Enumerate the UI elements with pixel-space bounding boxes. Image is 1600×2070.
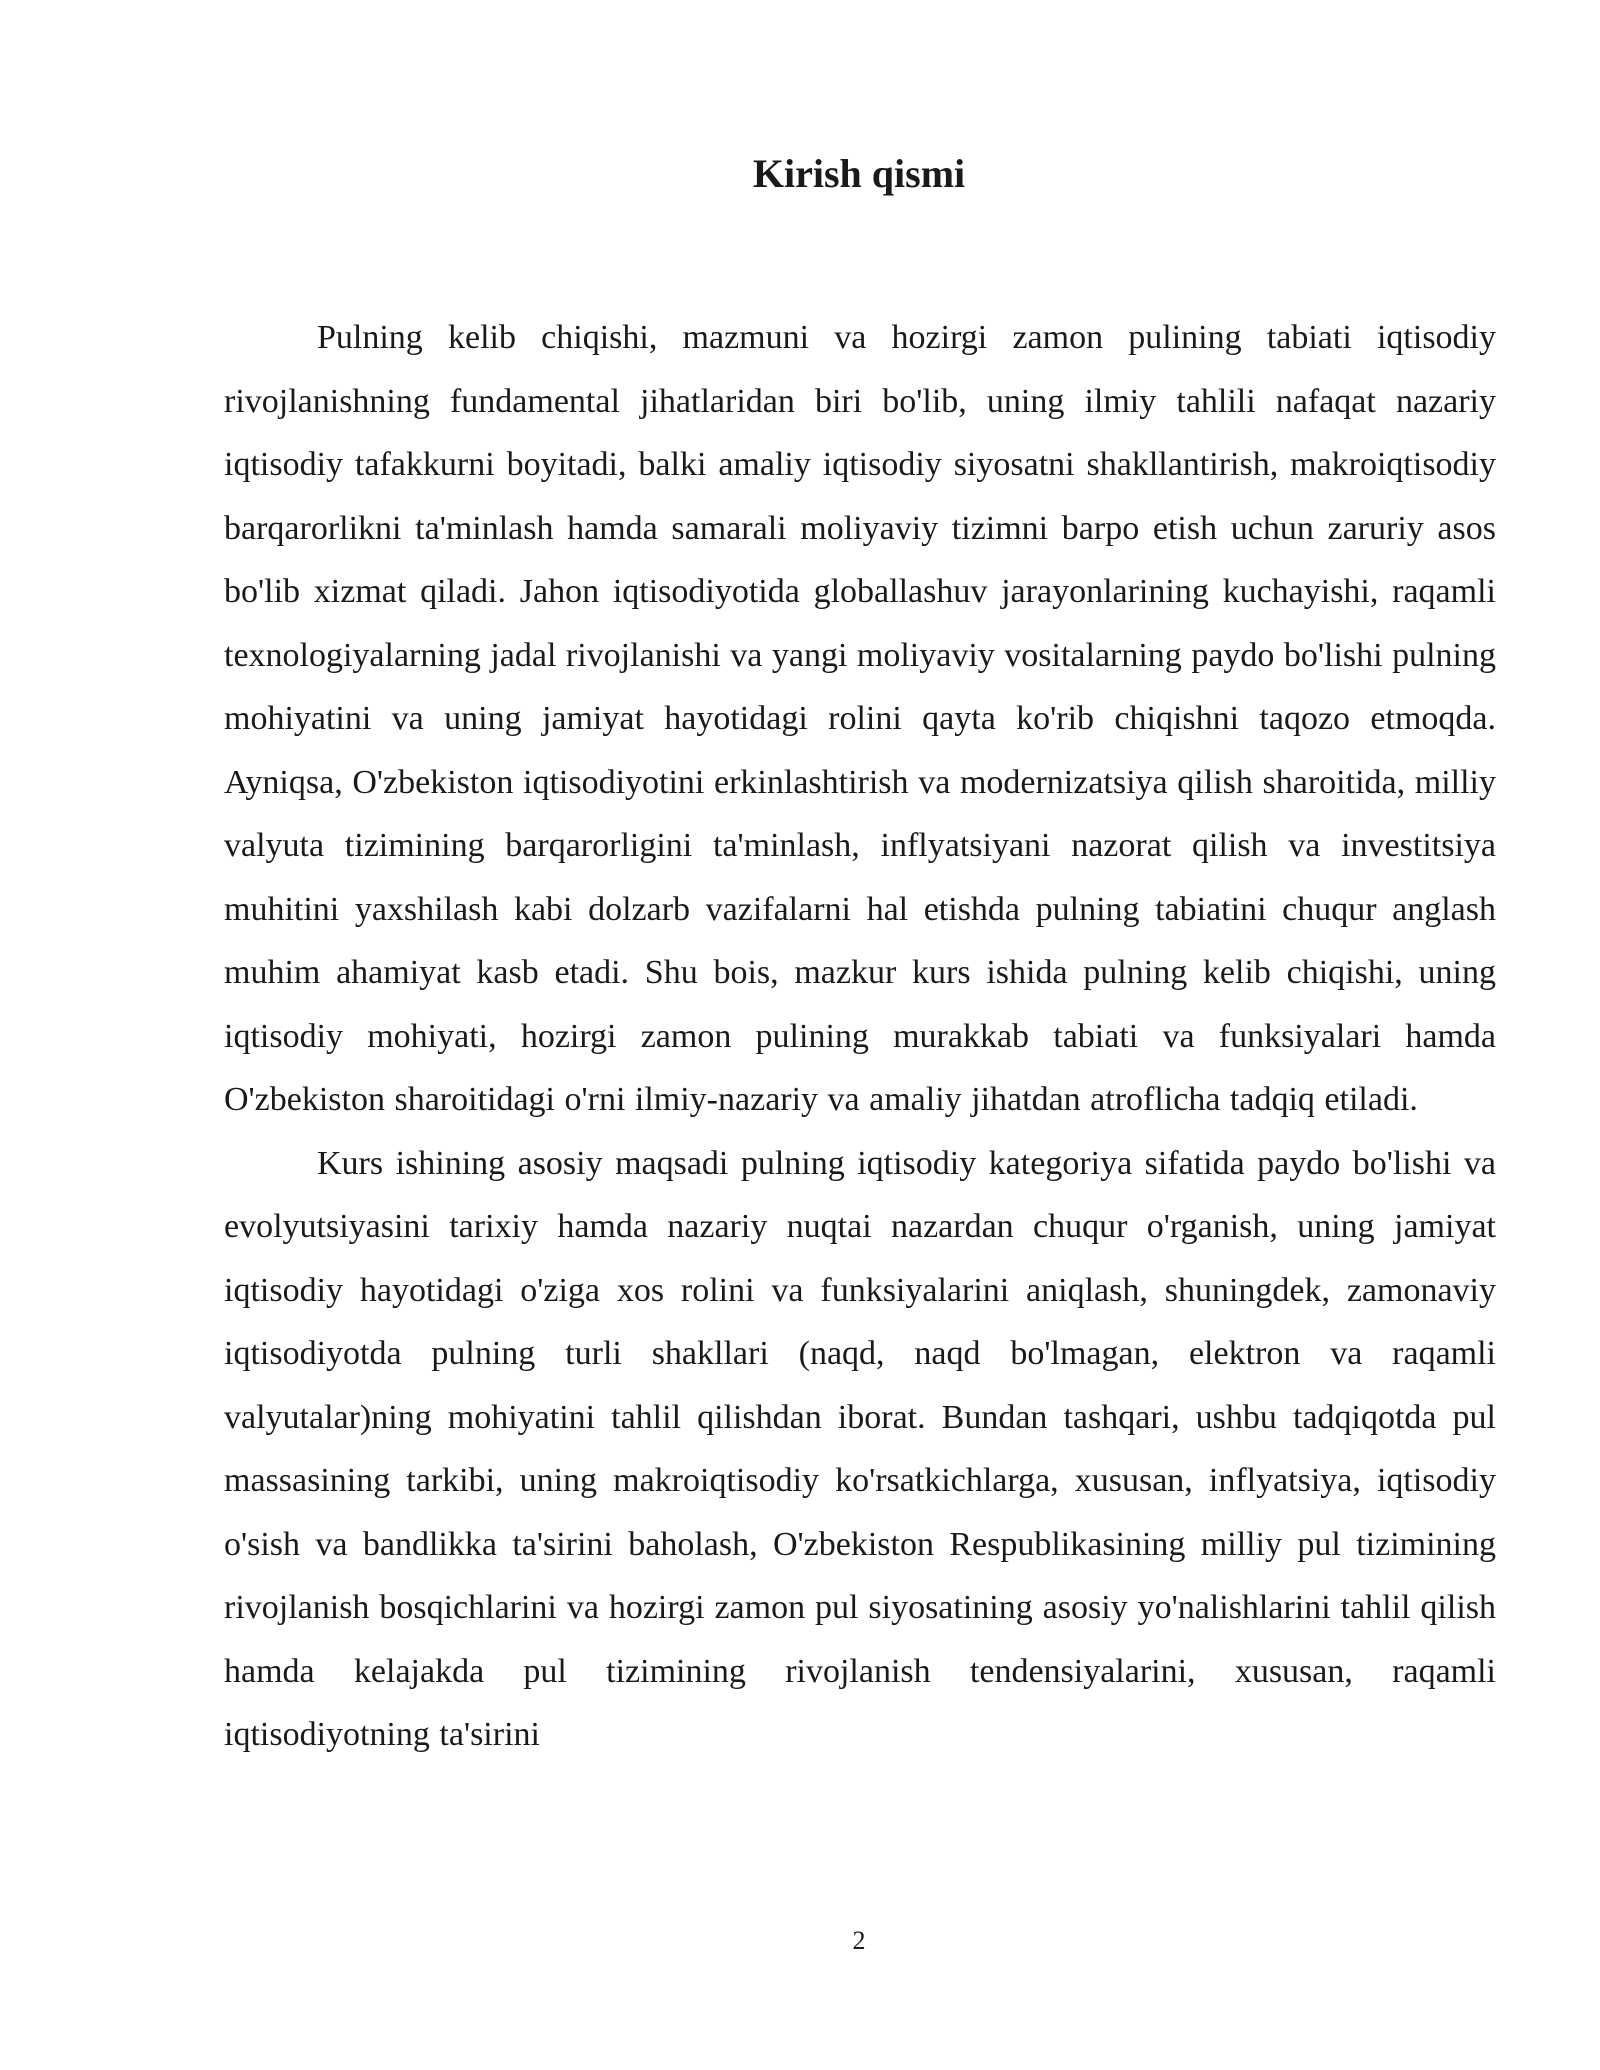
page-number: 2 — [852, 1926, 866, 1955]
paragraph-course-goal: Kurs ishining asosiy maqsadi pulning iqtisodiy kategoriya sifatida paydo bo'lishi va evolyutsiyasini tarixiy hamda nazariy nuqtai nazardan chuqur o'rganish, uning jamiyat iqtisodiy hayotidagi o'ziga xos rolini va funksiyalarini aniqlash, shuningdek, zamonaviy iqtisodiyotda pulning turli shakllari (naqd, naqd bo'lmagan, elektron va raqamli valyutalar)ning mohiyatini tahlil qilishdan iborat. Bundan tashqari, ushbu tadqiqotda pul massasining tarkibi, uning makroiqtisodiy ko'rsatkichlarga, xususan, inflyatsiya, iqtisodiy o'sish va bandlikka ta'sirini baholash, O'zbekiston Respublikasining milliy pul tizimining rivojlanish bosqichlarini va hozirgi zamon pul siyosatining asosiy yo'nalishlarini tahlil qilish hamda kelajakda pul tizimining rivojlanish tendensiyalarini, xususan, raqamli iqtisodiyotning ta'sirini — [224, 1144, 1496, 1753]
paragraph-introduction: Pulning kelib chiqishi, mazmuni va hozirgi zamon pulining tabiati iqtisodiy rivojlanishning fundamental jihatlaridan biri bo'lib, uning ilmiy tahlili nafaqat nazariy iqtisodiy tafakkurni boyitadi, balki amaliy iqtisodiy siyosatni shakllantirish, makroiqtisodiy barqarorlikni ta'minlash hamda samarali moliyaviy tizimni barpo etish uchun zaruriy asos bo'lib xizmat qiladi. Jahon iqtisodiyotida globallashuv jarayonlarining kuchayishi, raqamli texnologiyalarning jadal rivojlanishi va yangi moliyaviy vositalarning paydo bo'lishi pulning mohiyatini va uning jamiyat hayotidagi rolini qayta ko'rib chiqishni taqozo etmoqda. Ayniqsa, O'zbekiston iqtisodiyotini erkinlashtirish va modernizatsiya qilish sharoitida, milliy valyuta tizimining barqarorligini ta'minlash, inflyatsiyani nazorat qilish va investitsiya muhitini yaxshilash kabi dolzarb vazifalarni hal etishda pulning tabiatini chuqur anglash muhim ahamiyat kasb etadi. Shu bois, mazkur kurs ishida pulning kelib chiqishi, uning iqtisodiy mohiyati, hozirgi zamon pulining murakkab tabiati va funksiyalari hamda O'zbekiston sharoitidagi o'rni ilmiy-nazariy va amaliy jihatdan atroflicha tadqiq etiladi. — [224, 319, 1496, 1118]
page-title: Kirish qismi — [752, 151, 966, 196]
document-body — [224, 306, 1496, 1767]
